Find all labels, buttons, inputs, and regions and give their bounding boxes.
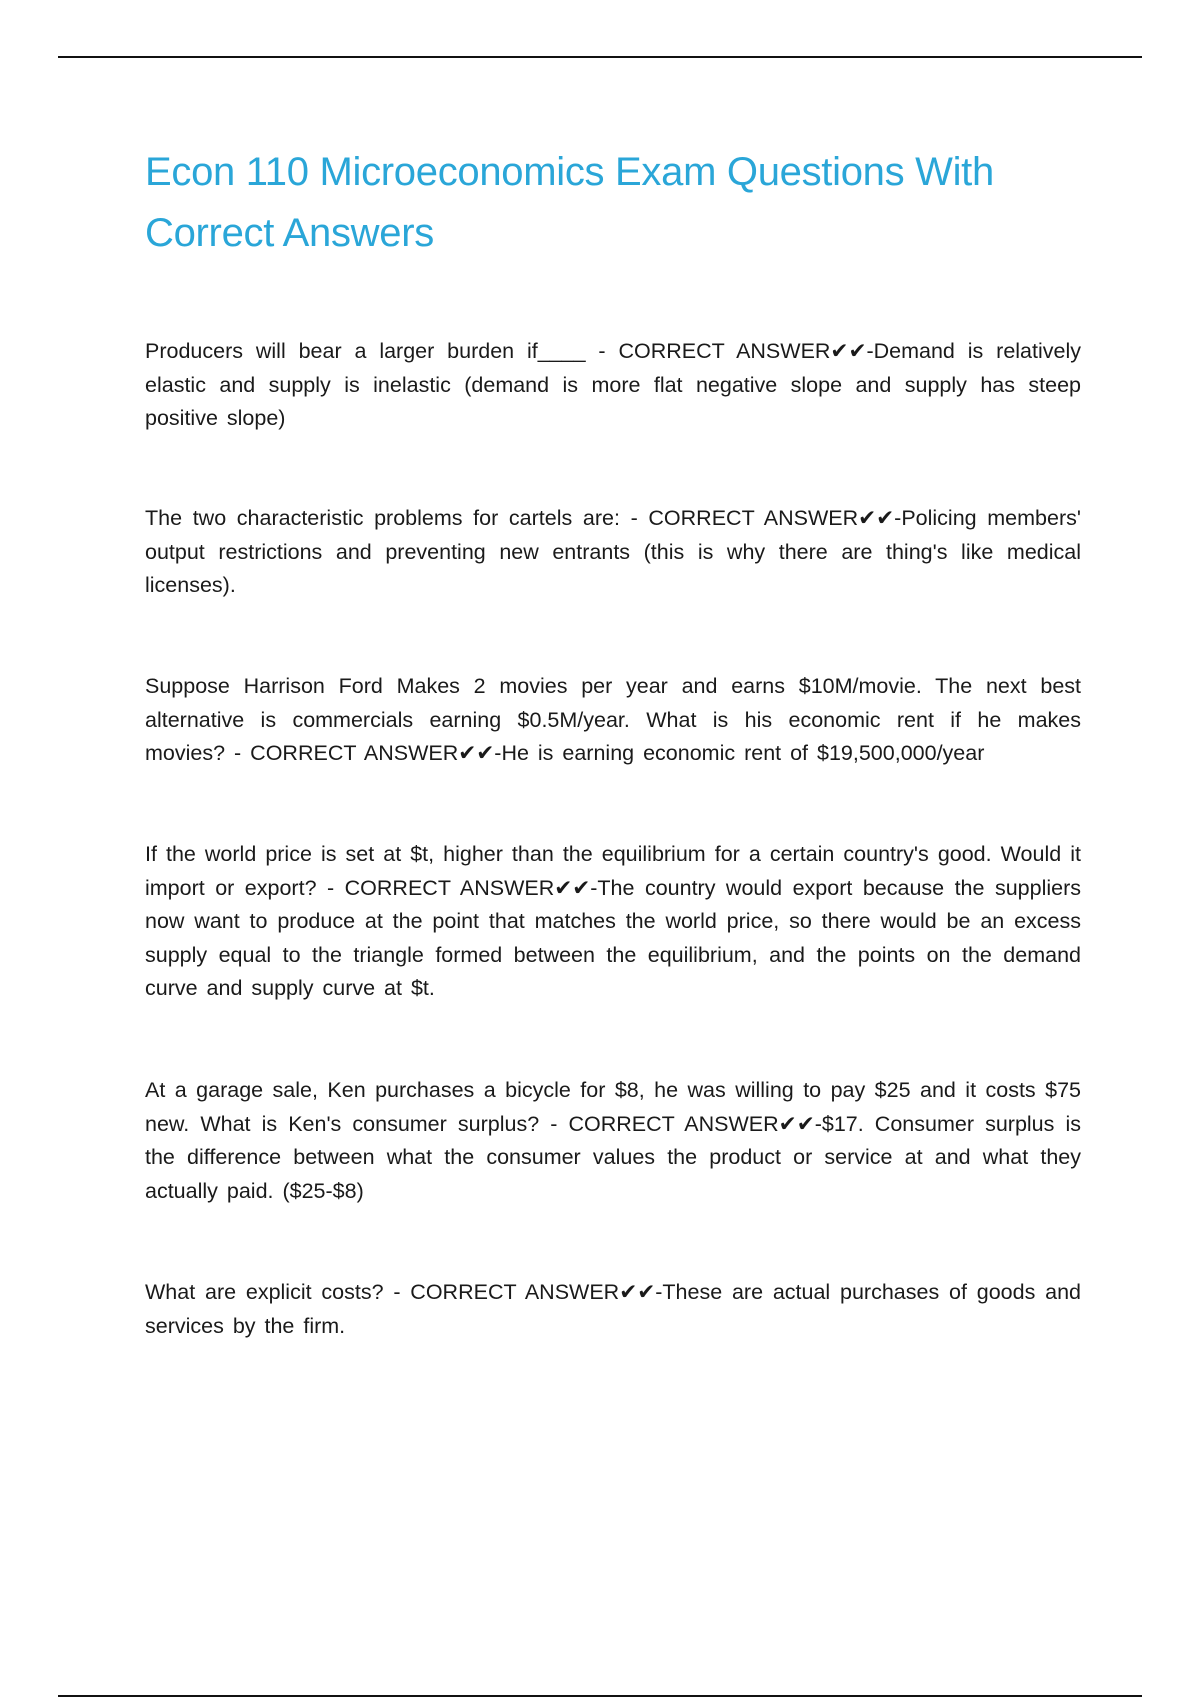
qa-item-6 — [145, 1276, 1081, 1343]
qa-item-2 — [145, 502, 1081, 603]
answer-text: The country would export because the suppliers now want to produce at the point that matches the world price, so there would be an excess supply equal to the triangle formed between the equilibrium, and the points on the demand curve and supply curve at $t. — [145, 875, 1081, 1000]
page-title: Econ 110 Microeconomics Exam Questions With Correct Answers — [145, 150, 994, 255]
answer-text: He is earning economic rent of $19,500,000/year — [501, 741, 985, 765]
qa-item-1 — [145, 335, 1081, 436]
qa-item-3 — [145, 670, 1081, 771]
answer-text: $17. Consumer surplus is the difference between what the consumer values the product or service at and what they actually paid. ($25-$8) — [145, 1111, 1081, 1203]
answer-label: - CORRECT ANSWER✔✔- — [316, 875, 598, 900]
question-text: At a garage sale, Ken purchases a bicycle for $8, he was willing to pay $25 and it costs $75 new. What is Ken's consumer surplus? — [145, 1078, 1081, 1136]
answer-label: - CORRECT ANSWER✔✔- — [619, 506, 902, 530]
qa-item-5 — [145, 1074, 1081, 1208]
answer-label: - CORRECT ANSWER✔✔- — [539, 1111, 822, 1136]
answer-label: - CORRECT ANSWER✔✔- — [225, 741, 502, 765]
qa-item-4 — [145, 838, 1081, 1006]
question-text: If the world price is set at $t, higher than the equilibrium for a certain country's good. Would it import or export? — [145, 842, 1081, 900]
answer-label: - CORRECT ANSWER✔✔- — [585, 339, 874, 363]
question-text: The two characteristic problems for cartels are: — [145, 506, 620, 530]
answer-text: Policing members' output restrictions and preventing new entrants (this is why there are thing's like medical licenses). — [145, 506, 1081, 597]
top-rule — [58, 56, 1142, 58]
answer-text: These are actual purchases of goods and services by the firm. — [145, 1280, 1081, 1338]
bottom-rule — [58, 1695, 1142, 1697]
answer-label: - CORRECT ANSWER✔✔- — [383, 1280, 663, 1304]
question-text: Suppose Harrison Ford Makes 2 movies per year and earns $10M/movie. The next best alternative is commercials earning $0.5M/year. What is his economic rent if he makes movies? — [145, 674, 1081, 765]
question-text: What are explicit costs? — [145, 1280, 384, 1304]
question-text: Producers will bear a larger burden if____ — [145, 339, 586, 363]
answer-text: Demand is relatively elastic and supply is inelastic (demand is more flat negative slope and supply has steep positive slope) — [145, 339, 1081, 430]
